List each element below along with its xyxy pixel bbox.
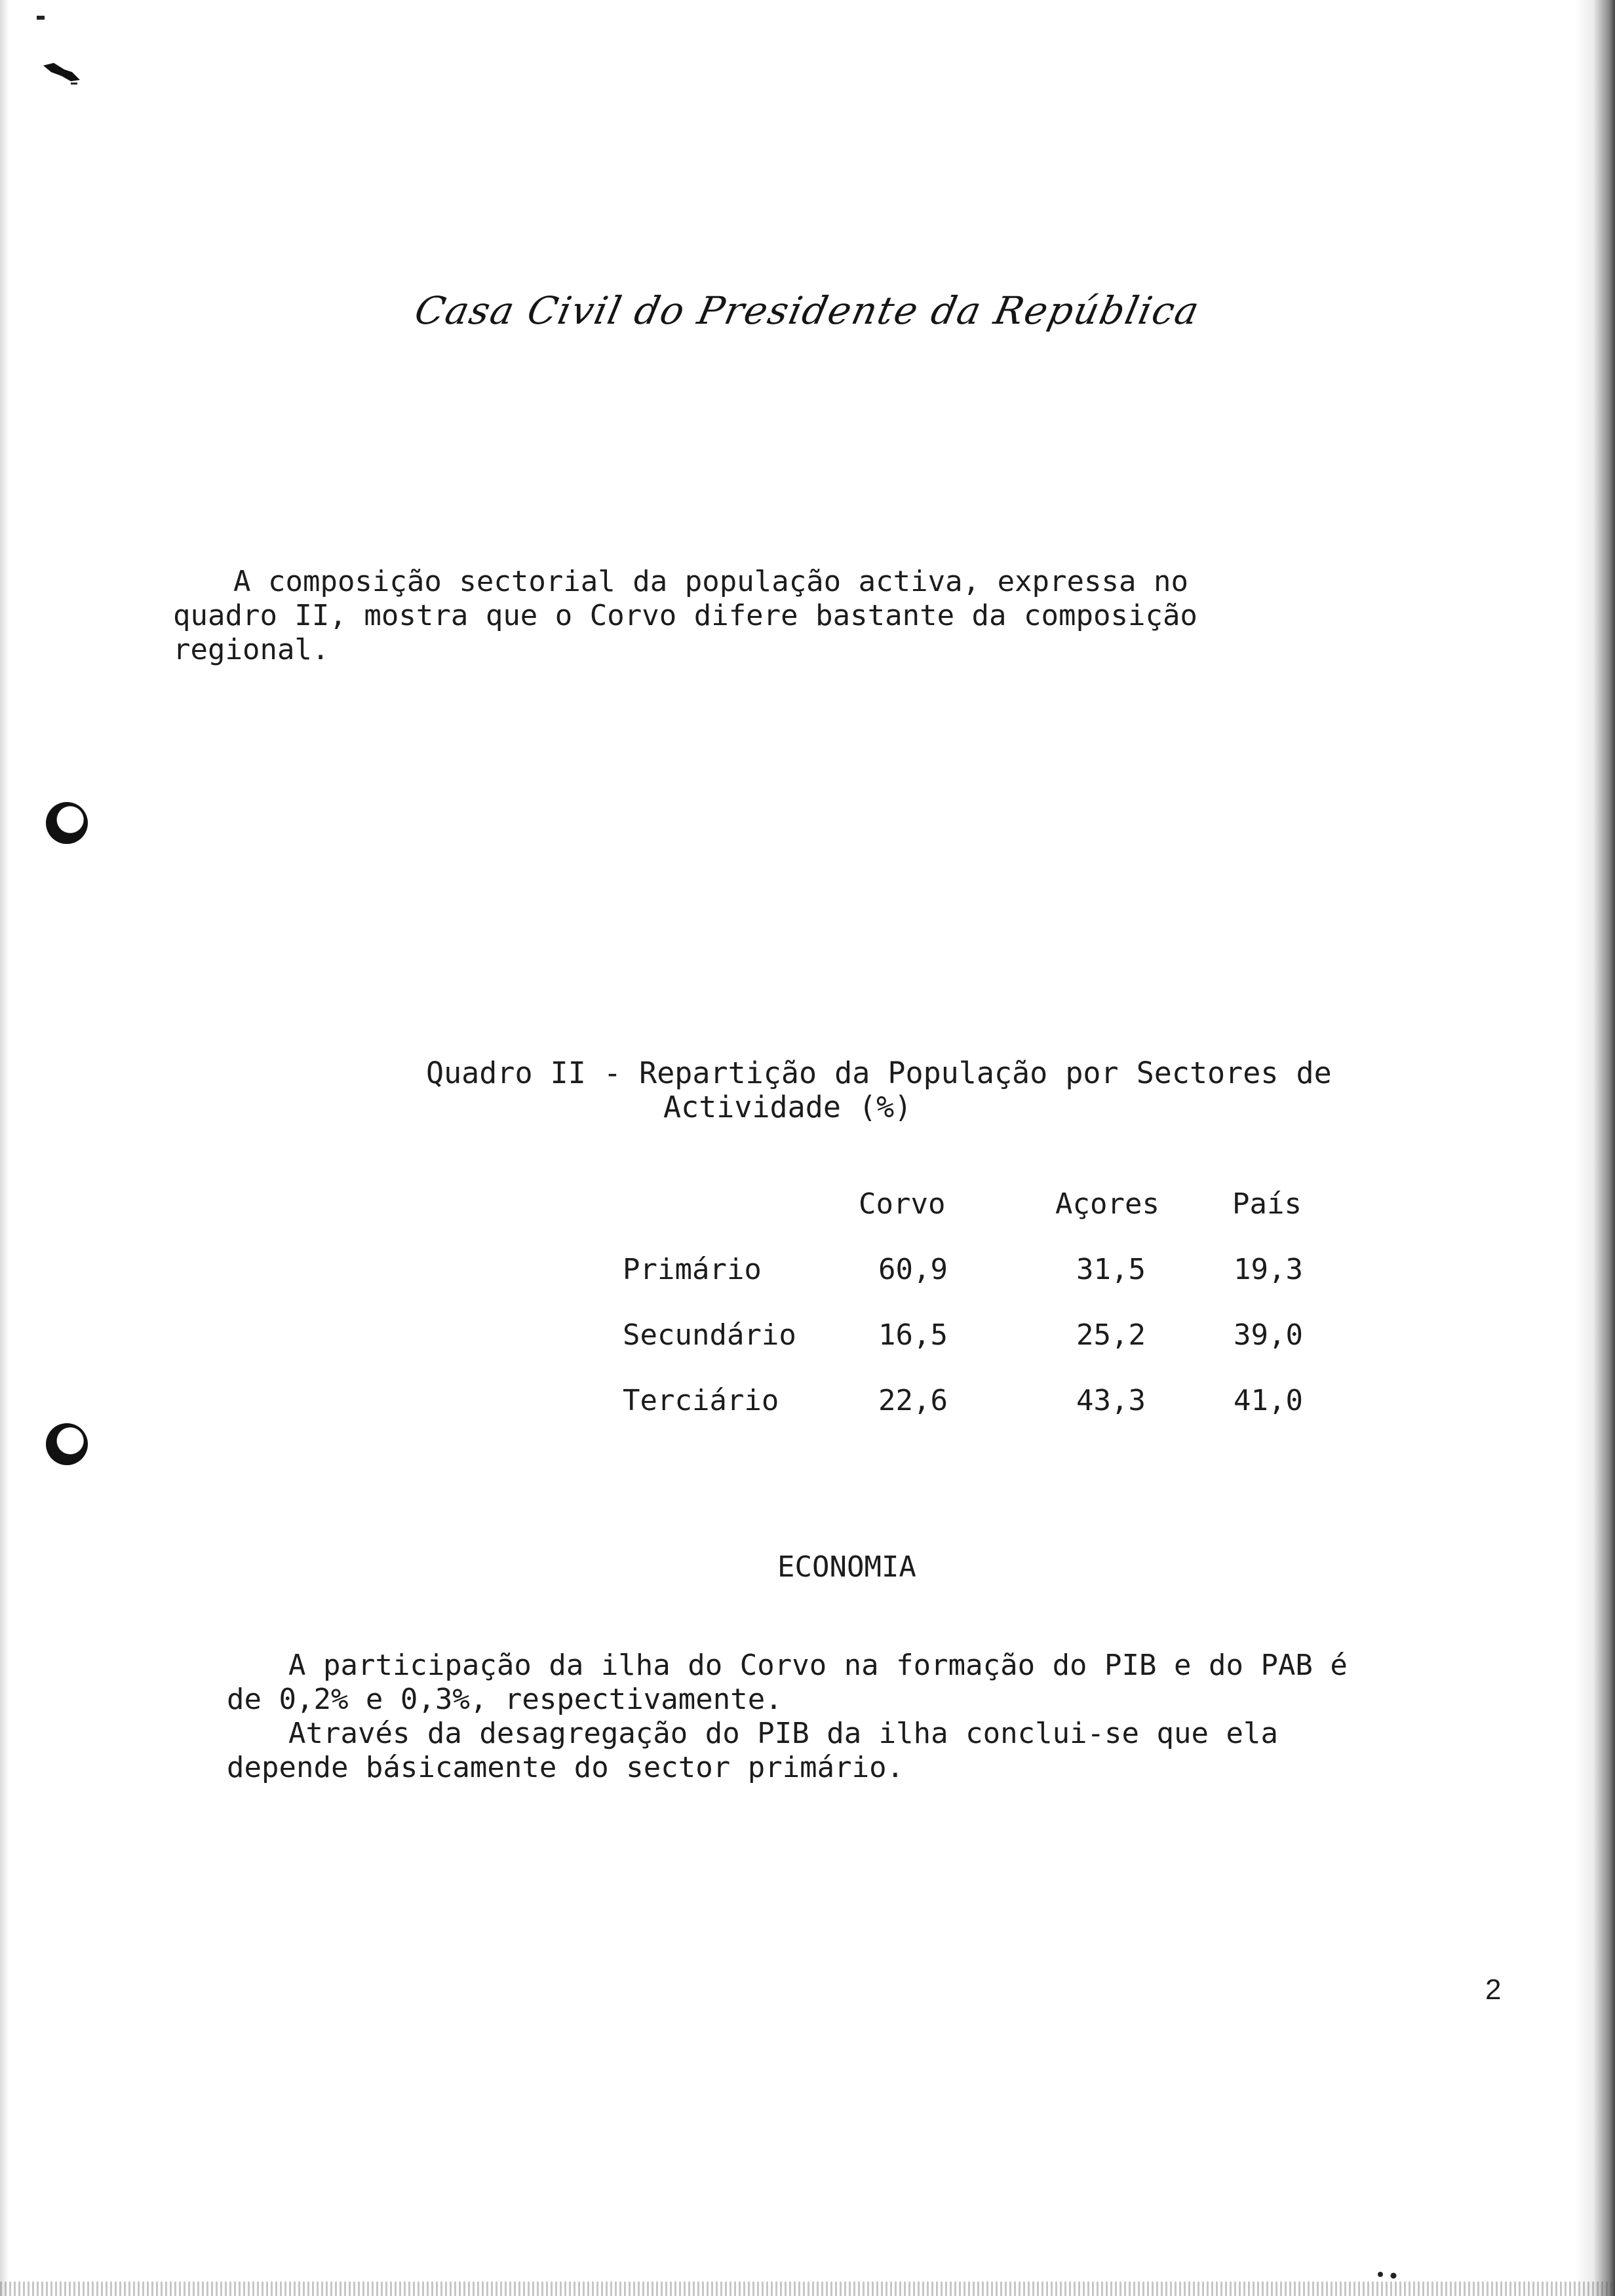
table-cell: 19,3 [1234, 1253, 1303, 1286]
paragraph-line: Através da desagregação do PIB da ilha conclui-se que ela [288, 1717, 1278, 1750]
table-title-line: Actividade (%) [663, 1090, 912, 1124]
paragraph-line: depende básicamente do sector primário. [227, 1751, 905, 1784]
row-label: Terciário [623, 1384, 779, 1417]
table-cell: 41,0 [1234, 1384, 1303, 1417]
paragraph-line: quadro II, mostra que o Corvo difere bastante da composição [173, 599, 1197, 632]
scan-dots-icon [1376, 2271, 1400, 2279]
scan-right-edge [1576, 0, 1615, 2296]
punch-hole [46, 1423, 88, 1465]
table-title [426, 1056, 1332, 1124]
paragraph-line: de 0,2% e 0,3%, respectivamente. [227, 1683, 783, 1716]
row-label: Primário [623, 1253, 762, 1286]
row-label: Secundário [623, 1318, 796, 1352]
table-cell: 60,9 [878, 1253, 948, 1286]
letterhead: Casa Civil do Presidente da República [410, 288, 1205, 333]
page-number: 2 [1485, 1974, 1502, 2006]
column-header-corvo: Corvo [859, 1187, 946, 1221]
scan-left-edge [0, 0, 9, 2296]
paragraph-composition [173, 565, 1197, 667]
paragraph-line: regional. [173, 633, 330, 666]
paragraph-economy [227, 1649, 1348, 1785]
column-header-pais: País [1232, 1187, 1302, 1221]
table-cell: 25,2 [1076, 1318, 1146, 1352]
punch-hole [46, 802, 88, 844]
scan-bottom-edge [0, 2282, 1615, 2296]
table-cell: 22,6 [878, 1384, 948, 1417]
table-cell: 43,3 [1076, 1384, 1146, 1417]
table-cell: 39,0 [1234, 1318, 1303, 1352]
column-header-acores: Açores [1055, 1187, 1159, 1221]
scan-mark [37, 16, 45, 20]
paragraph-line: A participação da ilha do Corvo na formação do PIB e do PAB é [288, 1649, 1348, 1682]
table-cell: 31,5 [1076, 1253, 1146, 1286]
table-cell: 16,5 [878, 1318, 948, 1352]
table-title-line: Quadro II - Repartição da População por Sectores de [426, 1056, 1332, 1090]
scan-blot-icon [42, 60, 81, 86]
section-heading-economia: ECONOMIA [777, 1550, 916, 1584]
paragraph-line: A composição sectorial da população activa, expressa no [233, 565, 1188, 598]
